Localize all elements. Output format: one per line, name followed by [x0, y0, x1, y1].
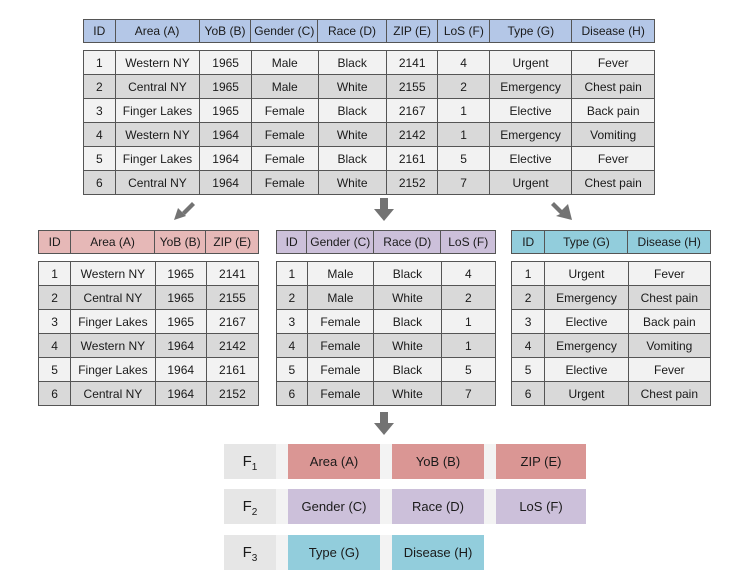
table-row: [277, 262, 496, 286]
table-cell: Finger Lakes: [115, 147, 200, 171]
fragment-letter: F: [242, 544, 252, 561]
column-header: ID: [512, 231, 545, 254]
attribute-chip: [392, 489, 484, 524]
fragment-label-f3: [224, 535, 276, 570]
table-cell: 2161: [206, 358, 258, 382]
table-row: [277, 358, 496, 382]
table-cell: Finger Lakes: [115, 99, 200, 123]
table-cell: 1964: [200, 147, 252, 171]
column-header: LoS (F): [438, 20, 490, 43]
table-cell: Chest pain: [572, 75, 655, 99]
table-cell: 1: [84, 51, 116, 75]
attribute-label: Race (D): [411, 499, 464, 514]
separator: [380, 489, 392, 524]
table-cell: 1: [438, 123, 489, 147]
column-header: Type (G): [490, 20, 572, 43]
table-row: [39, 262, 259, 286]
table-row: [277, 286, 496, 310]
table-cell: Female: [307, 310, 374, 334]
table-cell: 1: [277, 262, 308, 286]
column-header: Gender (C): [307, 231, 374, 254]
table-cell: 1: [441, 334, 495, 358]
table-row: [84, 171, 655, 195]
fragment-table-3-header: [511, 230, 711, 254]
table-cell: 2152: [206, 382, 258, 406]
table-cell: Urgent: [545, 382, 628, 406]
table-cell: Finger Lakes: [71, 358, 156, 382]
attribute-chip: [496, 489, 586, 524]
table-cell: Emergency: [489, 75, 572, 99]
table-cell: White: [374, 334, 441, 358]
table-cell: 2152: [386, 171, 438, 195]
table-row: [277, 382, 496, 406]
table-cell: Western NY: [71, 262, 156, 286]
separator: [380, 444, 392, 479]
attribute-chip: [392, 535, 484, 570]
table-row: [277, 334, 496, 358]
fragment-table-2-header: [276, 230, 496, 254]
table-cell: 4: [512, 334, 545, 358]
separator: [276, 444, 288, 479]
table-cell: 1: [438, 99, 489, 123]
table-row: [512, 334, 711, 358]
table-cell: 2: [39, 286, 71, 310]
table-row: [39, 286, 259, 310]
table-cell: 4: [39, 334, 71, 358]
table-cell: 4: [438, 51, 489, 75]
attribute-label: Type (G): [308, 545, 360, 560]
main-table-header: [83, 19, 655, 43]
table-cell: 1964: [155, 382, 206, 406]
table-cell: Urgent: [489, 171, 572, 195]
table-cell: White: [318, 171, 386, 195]
fragment-table-2-body: [276, 261, 496, 406]
attribute-chip: [496, 444, 586, 479]
table-cell: 1: [441, 310, 495, 334]
table-cell: Black: [374, 262, 441, 286]
table-cell: Western NY: [115, 123, 200, 147]
table-cell: Male: [307, 286, 374, 310]
separator: [484, 489, 496, 524]
column-header: ID: [84, 20, 116, 43]
table-cell: Black: [318, 51, 386, 75]
column-header: ZIP (E): [206, 231, 259, 254]
table-cell: 5: [512, 358, 545, 382]
table-cell: Female: [251, 147, 318, 171]
table-cell: 1964: [155, 358, 206, 382]
table-cell: Western NY: [115, 51, 200, 75]
table-cell: White: [374, 286, 441, 310]
attribute-chip: [288, 444, 380, 479]
table-cell: 1965: [200, 75, 252, 99]
table-cell: 2155: [206, 286, 258, 310]
table-cell: 2142: [386, 123, 438, 147]
table-cell: 1965: [155, 286, 206, 310]
table-cell: 5: [84, 147, 116, 171]
column-header: Disease (H): [628, 231, 711, 254]
table-cell: 1965: [155, 310, 206, 334]
table-cell: 3: [512, 310, 545, 334]
attribute-label: Gender (C): [301, 499, 367, 514]
table-cell: Fever: [572, 147, 655, 171]
attribute-chip: [392, 444, 484, 479]
table-cell: Emergency: [545, 286, 628, 310]
table-cell: Male: [307, 262, 374, 286]
column-header: YoB (B): [154, 231, 206, 254]
table-cell: 2167: [386, 99, 438, 123]
separator: [484, 444, 496, 479]
table-cell: Vomiting: [628, 334, 710, 358]
table-cell: 1965: [200, 51, 252, 75]
table-cell: Black: [318, 99, 386, 123]
table-row: [512, 286, 711, 310]
table-cell: Male: [251, 51, 318, 75]
table-cell: Back pain: [628, 310, 710, 334]
table-cell: 4: [441, 262, 495, 286]
arrow-down-icon: [373, 198, 395, 222]
attribute-label: ZIP (E): [520, 454, 562, 469]
table-cell: 2141: [386, 51, 438, 75]
attribute-label: LoS (F): [519, 499, 563, 514]
fragment-table-1-header: [38, 230, 259, 254]
table-cell: Vomiting: [572, 123, 655, 147]
table-cell: Back pain: [572, 99, 655, 123]
table-cell: 1965: [200, 99, 252, 123]
table-cell: 2141: [206, 262, 258, 286]
table-cell: 6: [39, 382, 71, 406]
attribute-chip: [288, 489, 380, 524]
table-cell: 1964: [200, 171, 252, 195]
table-cell: 2: [512, 286, 545, 310]
table-cell: Elective: [489, 99, 572, 123]
fragment-subscript: 2: [251, 507, 258, 518]
table-cell: Fever: [628, 262, 710, 286]
table-row: [84, 75, 655, 99]
header-row: [512, 231, 711, 254]
column-header: Race (D): [318, 20, 387, 43]
column-header: Gender (C): [251, 20, 318, 43]
attribute-label: Area (A): [309, 454, 359, 469]
attribute-chip: [288, 535, 380, 570]
table-cell: Urgent: [545, 262, 628, 286]
table-cell: 4: [84, 123, 116, 147]
table-cell: 2142: [206, 334, 258, 358]
table-cell: 5: [277, 358, 308, 382]
table-cell: 6: [512, 382, 545, 406]
table-cell: 6: [277, 382, 308, 406]
table-cell: Black: [374, 310, 441, 334]
separator: [276, 535, 288, 570]
header-row: [39, 231, 259, 254]
fragment-subscript: 1: [251, 462, 258, 473]
column-header: Race (D): [374, 231, 441, 254]
table-row: [84, 51, 655, 75]
table-row: [39, 334, 259, 358]
table-cell: 2: [277, 286, 308, 310]
column-header: Disease (H): [572, 20, 655, 43]
table-cell: 5: [438, 147, 489, 171]
table-cell: Western NY: [71, 334, 156, 358]
table-cell: 5: [441, 358, 495, 382]
table-cell: Central NY: [115, 75, 200, 99]
table-cell: Chest pain: [572, 171, 655, 195]
table-cell: Elective: [489, 147, 572, 171]
table-row: [512, 358, 711, 382]
fragment-table-1-body: [38, 261, 259, 406]
column-header: Area (A): [71, 231, 155, 254]
table-cell: Female: [251, 171, 318, 195]
fragment-subscript: 3: [251, 553, 258, 564]
table-cell: 1: [39, 262, 71, 286]
table-cell: Fever: [572, 51, 655, 75]
table-cell: Black: [318, 147, 386, 171]
column-header: Type (G): [545, 231, 628, 254]
column-header: Area (A): [115, 20, 199, 43]
main-table-body: [83, 50, 655, 195]
table-cell: Female: [251, 99, 318, 123]
table-cell: Central NY: [71, 286, 156, 310]
table-cell: Central NY: [115, 171, 200, 195]
table-cell: 2161: [386, 147, 438, 171]
table-cell: 1964: [200, 123, 252, 147]
table-cell: Female: [307, 358, 374, 382]
table-row: [277, 310, 496, 334]
table-row: [39, 358, 259, 382]
header-row: [84, 20, 655, 43]
table-cell: Black: [374, 358, 441, 382]
arrow-down-right-icon: [550, 198, 574, 222]
table-cell: 5: [39, 358, 71, 382]
table-row: [39, 382, 259, 406]
table-row: [512, 262, 711, 286]
table-cell: Elective: [545, 358, 628, 382]
table-cell: Female: [307, 334, 374, 358]
fragment-table-3-body: [511, 261, 711, 406]
fragment-label-f2: [224, 489, 276, 524]
table-cell: 4: [277, 334, 308, 358]
table-row: [84, 99, 655, 123]
table-cell: Male: [251, 75, 318, 99]
column-header: ID: [277, 231, 307, 254]
attribute-label: Disease (H): [403, 545, 473, 560]
arrow-down-left-icon: [172, 198, 196, 222]
fragment-label-f1: [224, 444, 276, 479]
table-cell: Chest pain: [628, 286, 710, 310]
table-cell: 2155: [386, 75, 438, 99]
table-cell: 1: [512, 262, 545, 286]
table-cell: Fever: [628, 358, 710, 382]
table-cell: Finger Lakes: [71, 310, 156, 334]
table-row: [39, 310, 259, 334]
header-row: [277, 231, 496, 254]
table-cell: 3: [277, 310, 308, 334]
table-cell: 3: [84, 99, 116, 123]
table-cell: Chest pain: [628, 382, 710, 406]
fragment-letter: F: [242, 453, 252, 470]
table-cell: 6: [84, 171, 116, 195]
table-row: [84, 147, 655, 171]
table-cell: Central NY: [71, 382, 156, 406]
column-header: YoB (B): [199, 20, 251, 43]
table-cell: 1965: [155, 262, 206, 286]
column-header: ID: [39, 231, 71, 254]
separator: [380, 535, 392, 570]
table-cell: White: [318, 123, 386, 147]
table-cell: 3: [39, 310, 71, 334]
table-cell: 2: [441, 286, 495, 310]
table-cell: 7: [441, 382, 495, 406]
table-cell: 2: [438, 75, 489, 99]
table-cell: 2: [84, 75, 116, 99]
table-cell: White: [374, 382, 441, 406]
table-cell: White: [318, 75, 386, 99]
fragment-letter: F: [242, 498, 252, 515]
arrow-down-icon: [373, 412, 395, 436]
table-cell: 1964: [155, 334, 206, 358]
table-row: [512, 310, 711, 334]
table-row: [84, 123, 655, 147]
table-cell: Female: [307, 382, 374, 406]
table-cell: Emergency: [489, 123, 572, 147]
column-header: ZIP (E): [386, 20, 438, 43]
table-cell: 7: [438, 171, 489, 195]
column-header: LoS (F): [441, 231, 496, 254]
attribute-label: YoB (B): [415, 454, 461, 469]
table-cell: Emergency: [545, 334, 628, 358]
table-row: [512, 382, 711, 406]
separator: [276, 489, 288, 524]
table-cell: Urgent: [489, 51, 572, 75]
table-cell: 2167: [206, 310, 258, 334]
table-cell: Elective: [545, 310, 628, 334]
table-cell: Female: [251, 123, 318, 147]
